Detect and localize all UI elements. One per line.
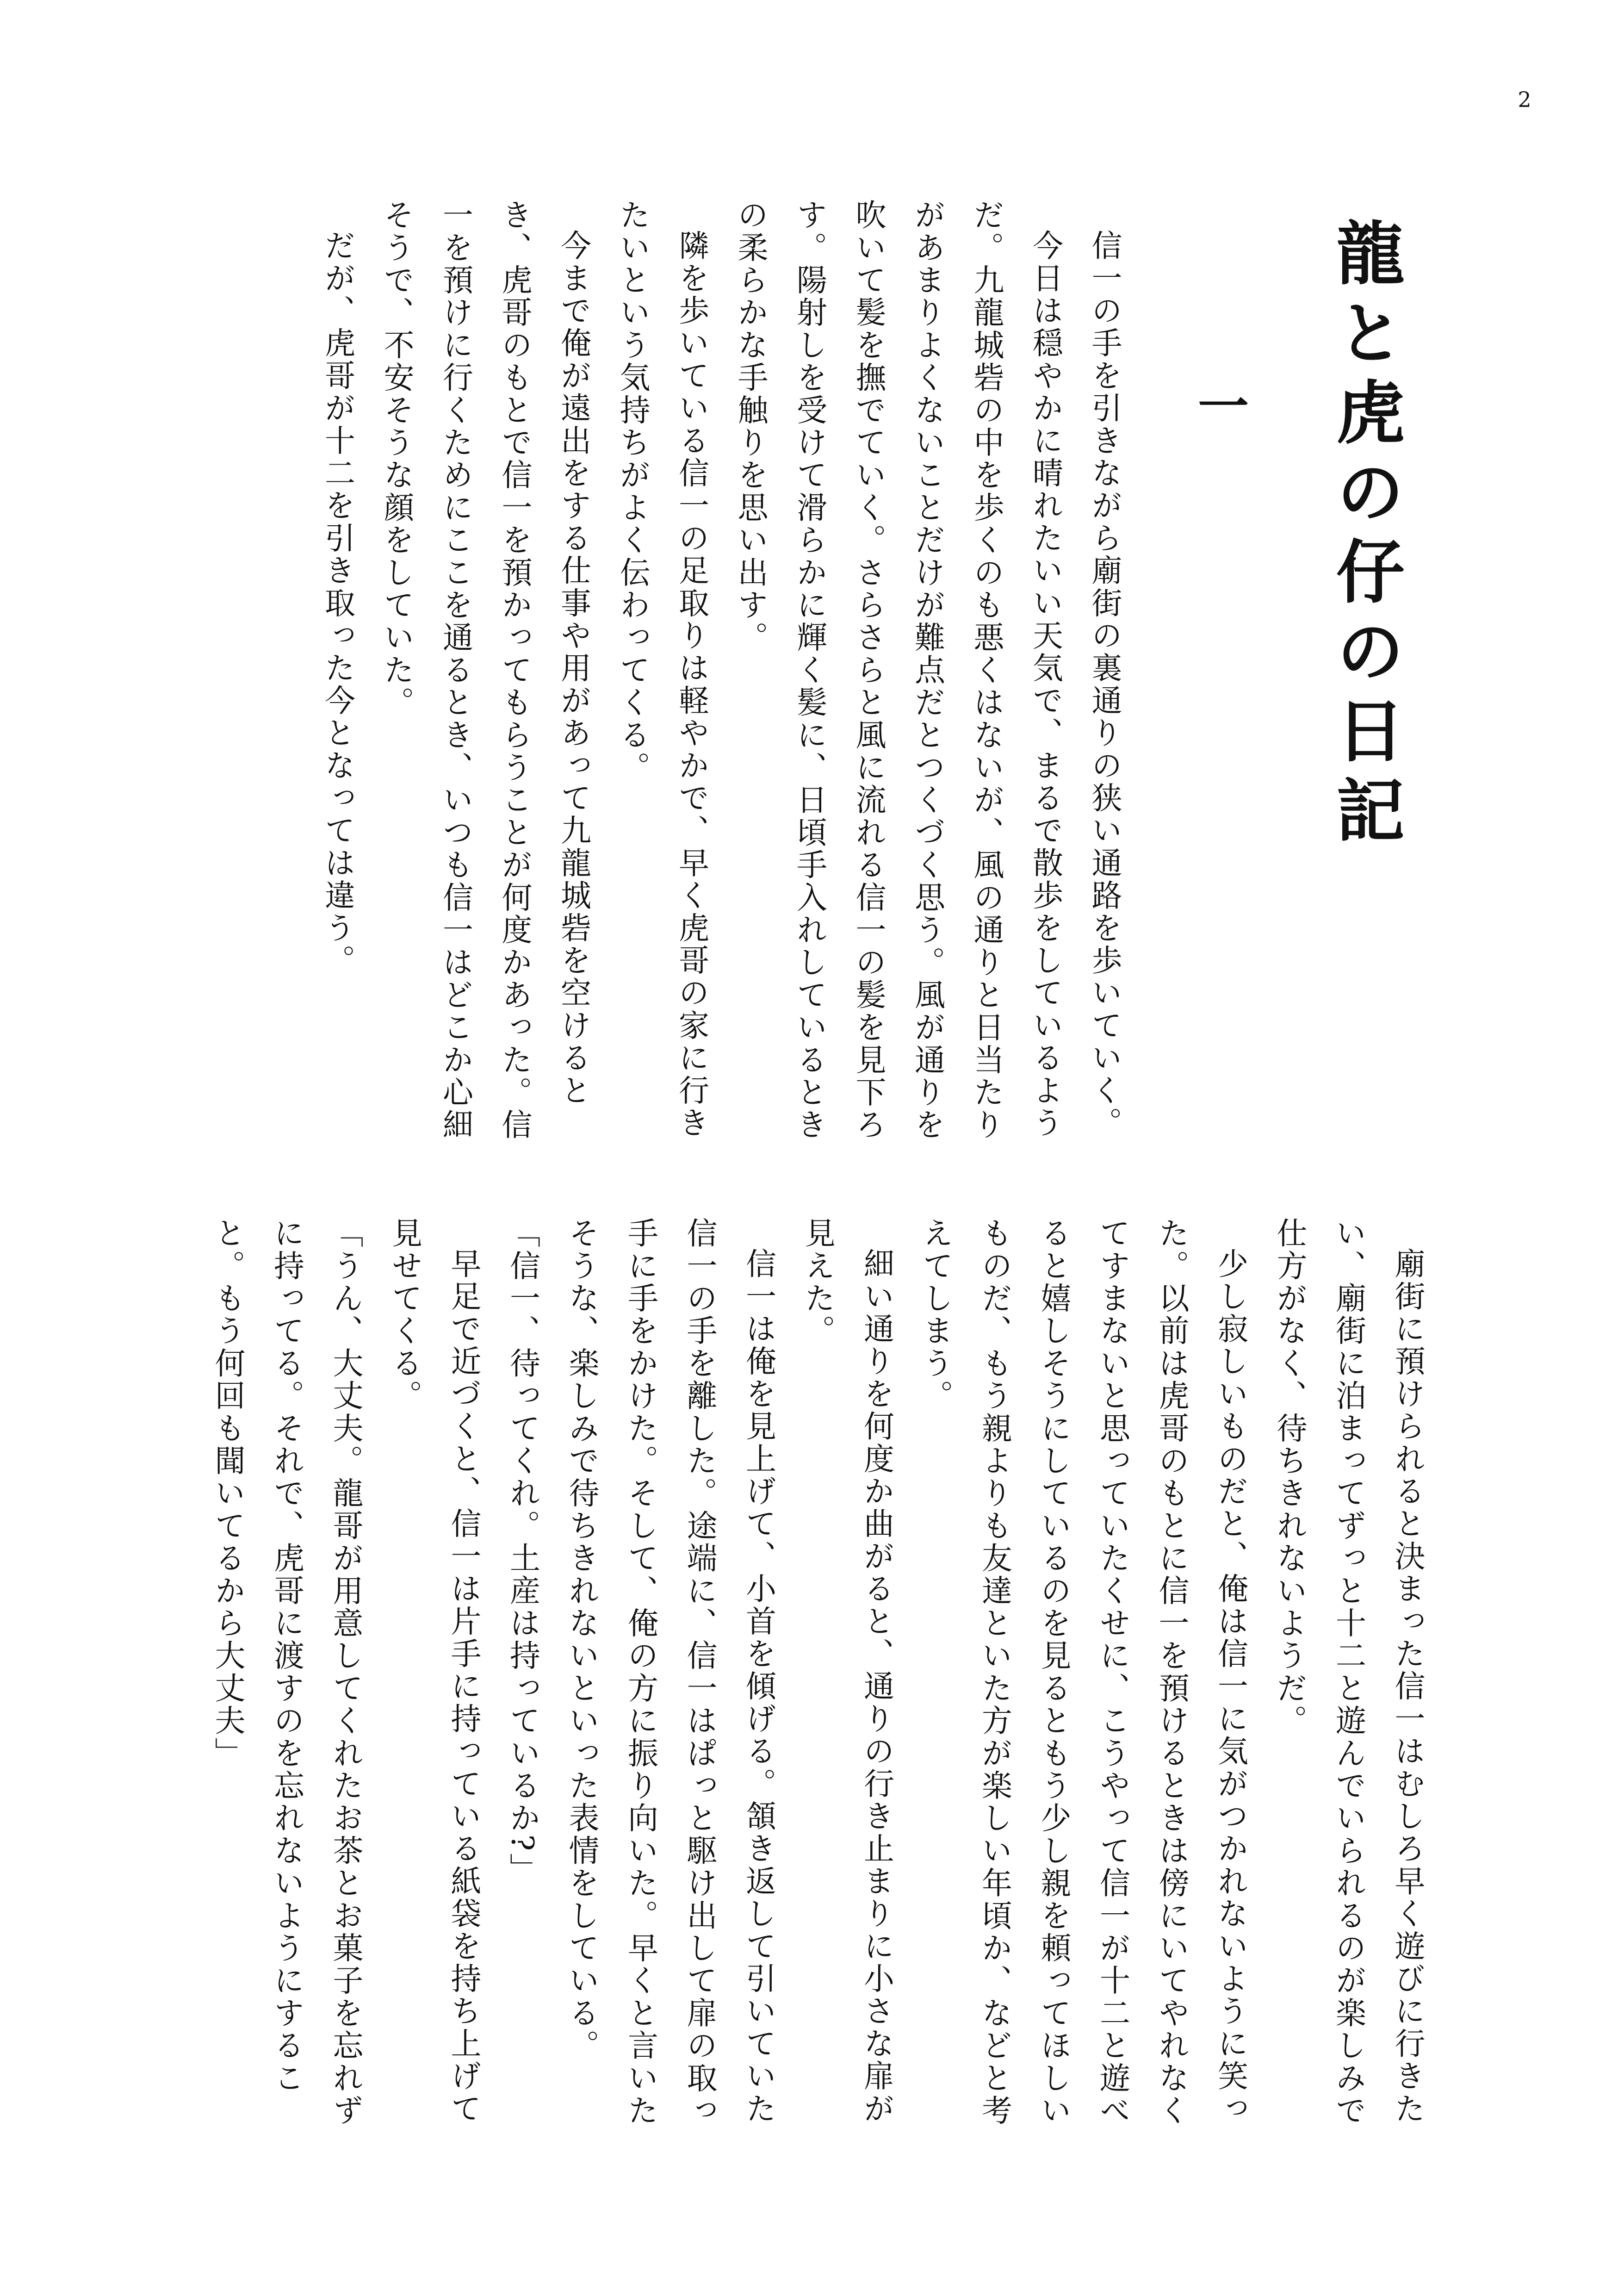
paragraph: 廟街に預けられると決まった信一はむしろ早く遊びに行きたい、廟街に泊まってずっと十二と遊んでいられるのが楽しみで仕方がなく、待ちきれないようだ。 [1271,1217,1425,2127]
story-title: 龍と虎の仔の日記 [1325,218,1405,854]
chapter-heading: 一 [1190,380,1249,430]
paragraph: 今日は穏やかに晴れたいい天気で、まるで散歩をしているようだ。九龍城砦の中を歩くのも悪くはないが、風の通りと日当たりがあまりよくないことだけが難点だとつくづく思う。風が通りを吹いて髪を撫でていく。さらさらと風に流れる信一の髪を見下ろす。陽射しを受けて滑らかに輝く髪に、日頃手入れしているときの柔らかな手触りを思い出す。 [732,199,1063,1141]
paragraph: 早足で近づくと、信一は片手に持っている紙袋を持ち上げて見せてくる。 [386,1217,481,2125]
paragraph: 隣を歩いている信一の足取りは軽やかで、早く虎哥の家に行きたいという気持ちがよく伝わってくる。 [614,199,709,1139]
dialogue: 「うん、大丈夫。龍哥が用意してくれたお茶とお菓子を忘れずに持ってる。それで、虎哥に渡すのを忘れないようにすること。もう何回も聞いてるから大丈夫」 [210,1217,363,2127]
paragraph: だが、虎哥が十二を引き取った今となっては違う。 [319,230,355,977]
paragraph: 少し寂しいものだと、俺は信一に気がつかれないように笑った。以前は虎哥のもとに信一を預けるときは傍にいてやれなくてすまないと思っていたくせに、こうやって信一が十二と遊べると嬉しそうにしているのを見るともう少し親を頼ってほしいものだ、もう親よりも友達といた方が楽しい年頃か、などと考えてしまう。 [917,1217,1248,2127]
paragraph: 信一の手を引きながら廟街の裏通りの狭い通路を歩いていく。 [1086,230,1122,1139]
paragraph: 細い通りを何度か曲がると、通りの行き止まりに小さな扉が見えた。 [800,1217,894,2125]
lower-text-block [210,1217,1437,2157]
page-number: 2 [1518,87,1531,112]
upper-text-block [250,199,1134,1148]
paragraph: 今まで俺が遠出をする仕事や用があって九龍城砦を空けるとき、虎哥のもとで信一を預かってもらうことが何度かあった。信一を預けに行くためにここを通るとき、いつも信一はどこか心細そうで、不安そうな顔をしていた。 [378,199,591,1141]
paragraph: 信一は俺を見上げて、小首を傾げる。頷き返して引いていた信一の手を離した。途端に、信一はぱっと駆け出して扉の取っ手に手をかけた。そして、俺の方に振り向いた。早くと言いたそうな、楽しみで待ちきれないといった表情をしている。 [564,1217,776,2127]
dialogue: 「信一、待ってくれ。土産は持っているか?」 [504,1217,540,1885]
